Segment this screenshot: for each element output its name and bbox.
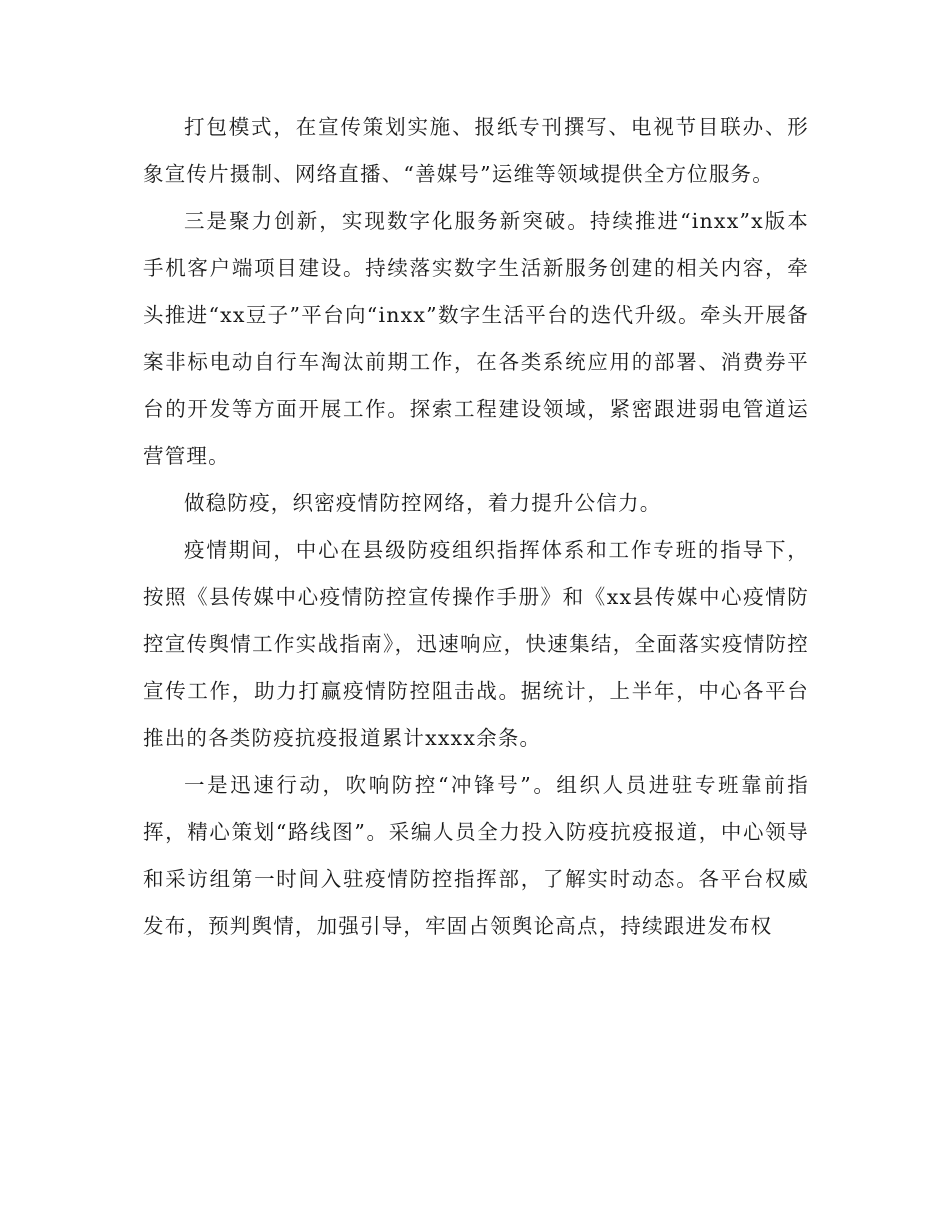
paragraph-epidemic-heading: 做稳防疫，织密疫情防控网络，着力提升公信力。	[184, 491, 662, 515]
paragraph-rapid-action: 一是迅速行动，吹响防控“冲锋号”。组织人员进驻专班靠前指挥，精心策划“路线图”。采编人员全力投入防疫抗疫报道，中心领导和采访组第一时间入驻疫情防控指挥部，了解实时动态。各平台权威发布，预判舆情，加强引导，牢固占领舆论高点，持续跟进发布权	[143, 773, 809, 938]
paragraph-service-package: 打包模式，在宣传策划实施、报纸专刊撰写、电视节目联办、形象宣传片摄制、网络直播、“善媒号”运维等领域提供全方位服务。	[143, 115, 809, 186]
paragraph-epidemic-period: 疫情期间，中心在县级防疫组织指挥体系和工作专班的指导下，按照《县传媒中心疫情防控宣传操作手册》和《xx县传媒中心疫情防控宣传舆情工作实战指南》，迅速响应，快速集结，全面落实疫情防控宣传工作，助力打赢疫情防控阻击战。据统计，上半年，中心各平台推出的各类防疫抗疫报道累计xxxx余条。	[143, 538, 809, 750]
paragraph-digital-innovation: 三是聚力创新，实现数字化服务新突破。持续推进“inxx”x版本手机客户端项目建设。持续落实数字生活新服务创建的相关内容，牵头推进“xx豆子”平台向“inxx”数字生活平台的迭代升级。牵头开展备案非标电动自行车淘汰前期工作，在各类系统应用的部署、消费券平台的开发等方面开展工作。探索工程建设领域，紧密跟进弱电管道运营管理。	[143, 209, 809, 468]
document-body	[143, 104, 809, 950]
